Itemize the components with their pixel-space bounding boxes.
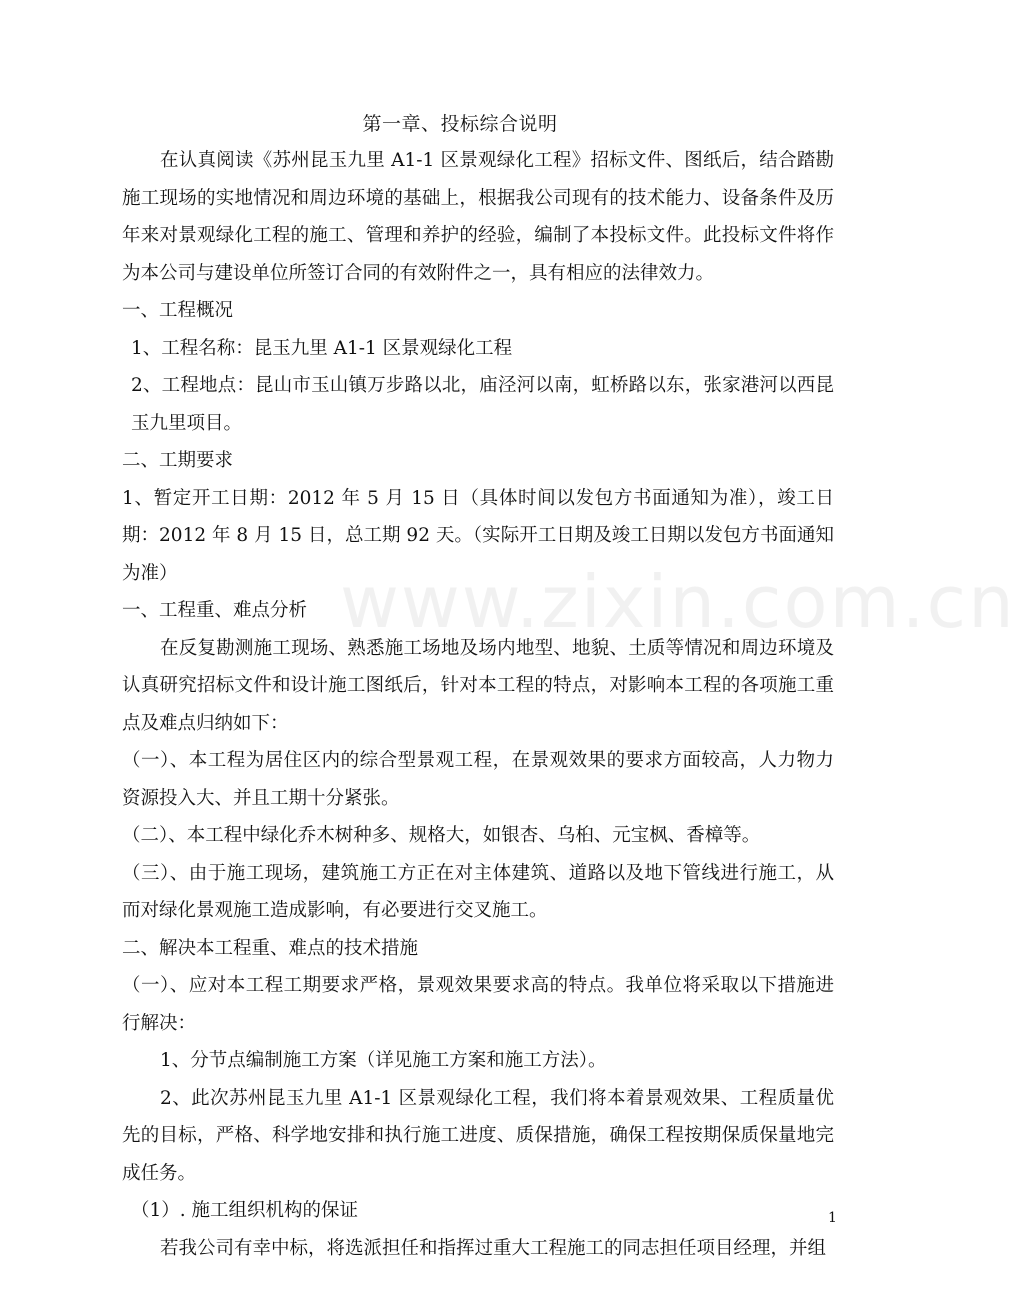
project-name-line: 1、工程名称：昆玉九里 A1-1 区景观绿化工程 <box>131 337 513 359</box>
section-heading-difficulties: 一、工程重、难点分析 <box>122 600 308 621</box>
difficulty-item-3: （三）、由于施工现场，建筑施工方正在对主体建筑、道路以及地下管线进行施工，从而对绿化景观施工造成影响，有必要进行交叉施工。 <box>122 862 834 921</box>
watermark: www.zixin.com.cn <box>340 560 1016 644</box>
project-location-line: 2、工程地点：昆山市玉山镇万步路以北，庙泾河以南，虹桥路以东，张家港河以西昆玉九里项目。 <box>131 375 834 434</box>
chapter-title: 第一章、投标综合说明 <box>362 113 558 135</box>
section-heading-schedule: 二、工期要求 <box>122 450 234 471</box>
organization-paragraph: 若我公司有幸中标，将选派担任和指挥过重大工程施工的同志担任项目经理，并组 <box>160 1237 827 1259</box>
section-heading-overview: 一、工程概况 <box>122 300 234 321</box>
section-heading-measures: 二、解决本工程重、难点的技术措施 <box>122 937 419 959</box>
schedule-paragraph: 1、暂定开工日期：2012 年 5 月 15 日（具体时间以发包方书面通知为准），竣工日期：2012 年 8 月 15 日，总工期 92 天。（实际开工日期及竣工日期以发包方书面通知为准） <box>122 487 834 584</box>
document-body <box>122 142 834 1267</box>
difficulty-item-2: （二）、本工程中绿化乔木树种多、规格大，如银杏、乌桕、元宝枫、香樟等。 <box>122 825 761 846</box>
page-number: 1 <box>828 1210 837 1226</box>
measure-subitem-1: 1、分节点编制施工方案（详见施工方案和施工方法）。 <box>160 1050 607 1071</box>
measure-subitem-2: 2、此次苏州昆玉九里 A1-1 区景观绿化工程，我们将本着景观效果、工程质量优先的目标，严格、科学地安排和执行施工进度、质保措施，确保工程按期保质保量地完成任务。 <box>122 1087 834 1184</box>
measure-item-1: （一）、应对本工程工期要求严格，景观效果要求高的特点。我单位将采取以下措施进行解决： <box>122 975 834 1034</box>
difficulty-item-1: （一）、本工程为居住区内的综合型景观工程，在景观效果的要求方面较高，人力物力资源投入大、并且工期十分紧张。 <box>122 750 834 809</box>
intro-paragraph: 在认真阅读《苏州昆玉九里 A1-1 区景观绿化工程》招标文件、图纸后，结合踏勘施工现场的实地情况和周边环境的基础上，根据我公司现有的技术能力、设备条件及历年来对景观绿化工程的施工、管理和养护的经验，编制了本投标文件。此投标文件将作为本公司与建设单位所签订合同的有效附件之一，具有相应的法律效力。 <box>122 150 834 284</box>
difficulties-intro-paragraph: 在反复勘测施工现场、熟悉施工场地及场内地型、地貌、土质等情况和周边环境及认真研究招标文件和设计施工图纸后，针对本工程的特点，对影响本工程的各项施工重点及难点归纳如下： <box>122 637 834 734</box>
subsection-heading-organization: （1）. 施工组织机构的保证 <box>131 1200 359 1221</box>
